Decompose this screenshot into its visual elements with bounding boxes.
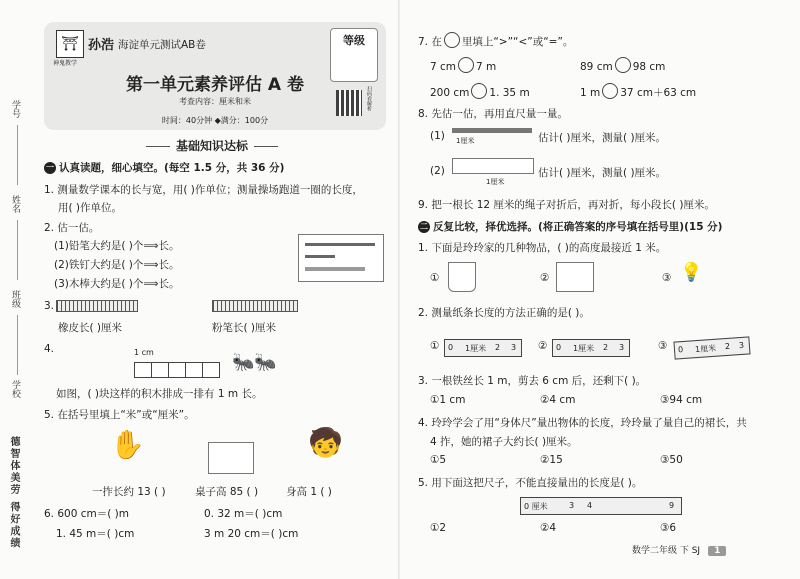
margin-label-name: 姓名	[10, 195, 20, 213]
p2-q3-option-b: ②4 cm	[540, 394, 576, 406]
q7-value: 7 m	[476, 61, 497, 73]
margin-label-school: 学校	[10, 380, 20, 398]
q8-1-text: 估计( )厘米，测量( )厘米。	[538, 132, 667, 144]
q7-value: 1. 35 m	[489, 87, 530, 99]
lamp-icon: 💡	[680, 262, 703, 283]
q4-unit: 1 cm	[134, 348, 154, 357]
footer-text: 数学二年级 下 SJ	[632, 546, 701, 556]
p2-q1-option-c: ③	[662, 272, 672, 284]
block	[202, 362, 220, 378]
exam-title: 第一单元素养评估 A 卷	[126, 75, 304, 95]
school-gate-icon: ⛩	[56, 30, 84, 58]
pencil-nail-stick-image	[298, 234, 384, 282]
ruler-option-a	[444, 339, 522, 357]
cup-image	[448, 262, 476, 292]
part2-title	[418, 219, 722, 234]
block	[168, 362, 186, 378]
pencil-image	[452, 128, 532, 133]
q2-item-3: (3)木棒大约是( )个⟹长。	[54, 278, 180, 290]
ruler-mark: 3	[511, 343, 517, 352]
q1-line-b: 用( )作单位。	[58, 202, 123, 214]
q5-span: 一拃长约 13 ( )	[92, 486, 166, 498]
part-number-badge: 二	[420, 222, 428, 231]
box-image	[452, 158, 534, 174]
ruler-mark: 1厘米	[465, 344, 487, 353]
q5-title: 5. 在括号里填上“米”或“厘米”。	[44, 409, 195, 421]
ruler-mark: 0	[556, 343, 562, 352]
block	[134, 362, 152, 378]
margin-label-student-no: 学号	[10, 100, 20, 118]
part-number-badge: 一	[46, 163, 54, 172]
p2-q4-line-a: 4. 玲玲学会了用“身体尺”量出物体的长度，玲玲量了量自己的裙长，共	[418, 417, 747, 429]
q8-2-unit: 1厘米	[486, 178, 505, 186]
q4-number: 4.	[44, 343, 55, 355]
q2-title: 2. 估一估。	[44, 222, 100, 234]
q7-tail: 里填上“>”“<”或“=”。	[461, 36, 574, 48]
block	[185, 362, 203, 378]
p2-q2-option-a: ①	[430, 340, 440, 352]
ants-icon: 🐜🐜	[232, 352, 277, 373]
ruler-option-c	[673, 336, 750, 359]
logo-subtitle: 神鬼教学	[53, 60, 78, 67]
p2-q2-option-b: ②	[538, 340, 548, 352]
answer-circle[interactable]	[444, 32, 460, 48]
q3-eraser: 橡皮长( )厘米	[58, 322, 123, 334]
q7-value: 98 cm	[632, 61, 666, 73]
part2-title-text: 反复比较，择优选择。(将正确答案的序号填在括号里)(15 分)	[433, 221, 723, 233]
q7-value: 1 m	[580, 87, 601, 99]
ruler-mark: 3	[569, 501, 575, 510]
p2-q5-text: 5. 用下面这把尺子，不能直接量出的长度是( )。	[418, 477, 643, 489]
binding-margin	[0, 0, 34, 579]
series-name: 海淀单元测试AB卷	[118, 39, 206, 51]
q7-row2-a	[430, 83, 530, 99]
p2-q2-option-c: ③	[658, 340, 668, 352]
q8-1-unit: 1厘米	[456, 137, 475, 145]
q7-value: 89 cm	[580, 61, 613, 73]
brand-name: 孙浩	[88, 38, 115, 53]
ruler-mark: 3	[619, 343, 625, 352]
margin-line	[17, 125, 18, 185]
p2-q4-option-b: ②15	[540, 454, 563, 466]
p2-q5-option-a: ①2	[430, 522, 447, 534]
exam-header	[44, 22, 386, 130]
q7-row1-a	[430, 57, 496, 73]
q7-row2-b	[580, 83, 696, 100]
q7-row1-b	[580, 57, 665, 73]
p2-q5-option-b: ②4	[540, 522, 557, 534]
exam-scope: 考查内容：厘米和米	[179, 97, 251, 106]
qr-label: 扫码看解析	[366, 86, 372, 111]
part1-title-text: 认真读题，细心填空。(每空 1.5 分，共 36 分)	[59, 162, 285, 174]
ruler-mark: 2	[724, 341, 731, 352]
q5-height: 身高 1 ( )	[286, 486, 332, 498]
q7-title	[418, 32, 573, 49]
p2-q4-line-b: 4 拃，她的裙子大约长( )厘米。	[430, 436, 578, 448]
grade-label: 等级	[343, 34, 365, 47]
ruler-mark: 0	[448, 343, 454, 352]
q8-1-number: (1)	[430, 130, 445, 142]
ruler-mark: 9	[669, 501, 675, 510]
p2-q4-option-a: ①5	[430, 454, 447, 466]
q1-line-a: 1. 测量数学课本的长与宽，用( )作单位；测量操场跑道一圈的长度，	[44, 184, 363, 196]
q7-value: 37 cm＋63 cm	[620, 87, 697, 99]
answer-circle[interactable]	[615, 57, 631, 73]
p2-q1-text: 1. 下面是玲玲家的几种物品，( )的高度最接近 1 米。	[418, 242, 667, 254]
page-footer	[632, 543, 726, 556]
p2-q3-option-c: ③94 cm	[660, 394, 703, 406]
q6-a: 6. 600 cm＝( )m	[44, 508, 129, 520]
hand-span-icon: ✋	[110, 428, 145, 461]
q6-b: 0. 32 m＝( )cm	[204, 508, 283, 520]
answer-circle[interactable]	[458, 57, 474, 73]
part1-title	[44, 160, 284, 175]
p2-q3-option-a: ①1 cm	[430, 394, 466, 406]
broken-ruler-image	[520, 497, 682, 515]
p2-q4-option-c: ③50	[660, 454, 683, 466]
q8-2-text: 估计( )厘米，测量( )厘米。	[538, 167, 667, 179]
exam-time-score: 时间：40分钟 ◆满分：100分	[161, 116, 269, 125]
p2-q3-text: 3. 一根铁丝长 1 m，剪去 6 cm 后，还剩下( )。	[418, 375, 647, 387]
ruler-mark: 2	[495, 343, 501, 352]
block	[151, 362, 169, 378]
right-page	[400, 0, 800, 579]
ruler-mark: 4	[587, 501, 593, 510]
q6-d: 3 m 20 cm＝( )cm	[204, 528, 299, 540]
p2-q2-text: 2. 测量纸条长度的方法正确的是( )。	[418, 307, 590, 319]
ruler-mark: 2	[603, 343, 609, 352]
stool-image	[556, 262, 594, 292]
ruler-mark: 1厘米	[694, 343, 717, 355]
q6-c: 1. 45 m＝( )cm	[56, 528, 135, 540]
table-image	[208, 442, 254, 474]
q8-title: 8. 先估一估，再用直尺量一量。	[418, 108, 568, 120]
chalk-ruler-image	[212, 300, 298, 312]
child-icon: 🧒	[308, 426, 343, 459]
ruler-mark: 3	[738, 340, 745, 351]
ruler-mark: 0 厘米	[524, 502, 548, 511]
p2-q1-option-b: ②	[540, 272, 550, 284]
q7-prefix: 7. 在	[418, 36, 442, 48]
ruler-option-b	[552, 339, 630, 357]
eraser-ruler-image	[56, 300, 138, 312]
q9-text: 9. 把一根长 12 厘米的绳子对折后，再对折，每小段长( )厘米。	[418, 199, 715, 211]
q3-chalk: 粉笔长( )厘米	[212, 322, 277, 334]
q4-text: 如图，( )块这样的积木排成一排有 1 m 长。	[56, 388, 263, 400]
margin-slogan: 德智体美劳 得好成绩	[8, 435, 19, 549]
q7-value: 200 cm	[430, 87, 470, 99]
section-heading: 基础知识达标	[140, 137, 284, 154]
qr-code-icon[interactable]	[336, 90, 362, 116]
page-number: 1	[708, 546, 726, 556]
margin-label-class: 班级	[10, 290, 20, 308]
q8-2-number: (2)	[430, 165, 445, 177]
q5-table: 桌子高 85 ( )	[195, 486, 259, 498]
margin-line	[17, 220, 18, 280]
q2-item-1: (1)铅笔大约是( )个⟹长。	[54, 240, 180, 252]
q3-number: 3.	[44, 300, 55, 312]
p2-q1-option-a: ①	[430, 272, 440, 284]
ruler-mark: 0	[677, 345, 684, 355]
q2-item-2: (2)铁钉大约是( )个⟹长。	[54, 259, 180, 271]
answer-circle[interactable]	[602, 83, 618, 99]
q7-value: 7 cm	[430, 61, 457, 73]
answer-circle[interactable]	[471, 83, 487, 99]
ruler-mark: 1厘米	[573, 344, 595, 353]
margin-line	[17, 315, 18, 375]
p2-q5-option-c: ③6	[660, 522, 677, 534]
